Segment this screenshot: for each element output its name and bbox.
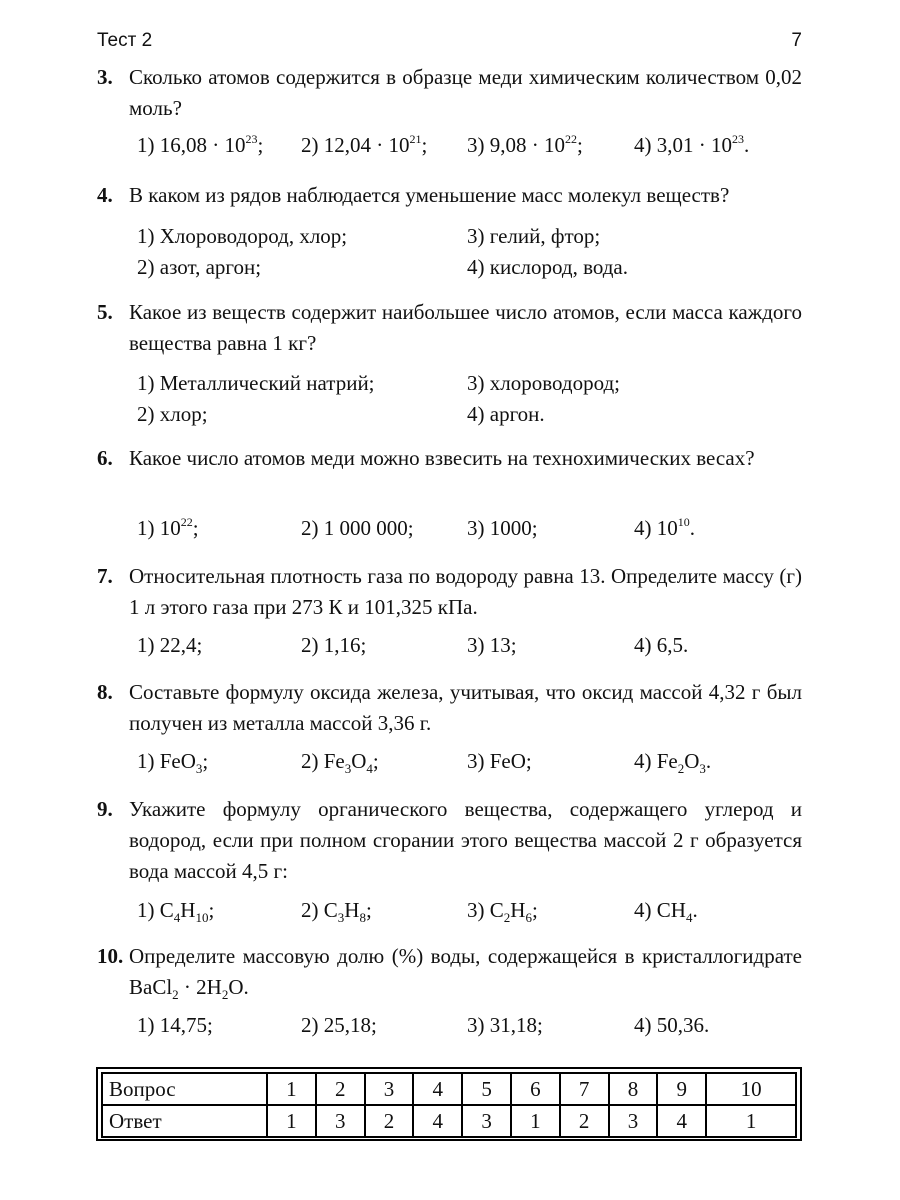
- answer-cell: 4: [657, 1105, 706, 1137]
- question-text: Какое число атомов меди можно взвесить на технохимических весах?: [129, 446, 755, 470]
- answer-option: 3) $C_2H_6$;: [467, 898, 538, 925]
- answer-cell: 2: [560, 1105, 609, 1137]
- answer-option: 2) хлор;: [137, 402, 208, 426]
- answer-option: 1) $16,08 \cdot 10^{23}$;: [137, 132, 264, 157]
- question-cell: 2: [316, 1073, 365, 1105]
- answer-option: 1) 14,75;: [137, 1013, 213, 1037]
- answer-option: 4) $3,01 \cdot 10^{23}$.: [634, 132, 750, 157]
- question-5: [97, 297, 802, 426]
- answer-option: 3) $9,08 \cdot 10^{22}$;: [467, 132, 583, 157]
- question-number: 5.: [97, 300, 113, 324]
- question-cell: 8: [609, 1073, 658, 1105]
- answer-option: 2) 1 000 000;: [301, 516, 414, 540]
- answer-option: 4) $10^{10}$.: [634, 515, 695, 540]
- question-10: [97, 941, 802, 1037]
- answer-option: 4) аргон.: [467, 402, 545, 426]
- answer-option: 3) хлороводород;: [467, 371, 620, 395]
- question-cell: 7: [560, 1073, 609, 1105]
- question-cell: 9: [657, 1073, 706, 1105]
- question-text: В каком из рядов наблюдается уменьшение масс молекул веществ?: [129, 183, 730, 207]
- question-text: Составьте формулу оксида железа, учитывая, что оксид массой 4,32 г был получен из металла массой 3,36 г.: [129, 680, 802, 735]
- answer-option: 3) FeO;: [467, 749, 532, 773]
- answer-cell: 2: [365, 1105, 414, 1137]
- question-number: 3.: [97, 65, 113, 89]
- answer-cell: 3: [609, 1105, 658, 1137]
- answer-option: 1) $10^{22}$;: [137, 515, 199, 540]
- question-4: [97, 180, 802, 279]
- question-number: 10.: [97, 944, 124, 968]
- question-7: [97, 561, 802, 657]
- question-number: 7.: [97, 564, 113, 588]
- answer-option: 4) 50,36.: [634, 1013, 710, 1037]
- answer-option: 3) 13;: [467, 633, 517, 657]
- question-cell: 10: [706, 1073, 796, 1105]
- question-text: Определите массовую долю (%) воды, содержащейся в кристаллогидрате BaCl$_2$ · $2H_2O$.: [129, 944, 802, 1002]
- question-9: [97, 794, 802, 925]
- question-cell: 1: [267, 1073, 316, 1105]
- answer-option: 2) $Fe_3O_4$;: [301, 749, 379, 776]
- answer-option: 1) Металлический натрий;: [137, 371, 375, 395]
- answer-cell: 3: [316, 1105, 365, 1137]
- answer-cell: 1: [706, 1105, 796, 1137]
- question-number: 8.: [97, 680, 113, 704]
- answer-option: 4) кислород, вода.: [467, 255, 628, 279]
- answer-cell: 1: [511, 1105, 560, 1137]
- answer-option: 4) $CH_4$.: [634, 898, 698, 925]
- answer-table-question-label: Вопрос: [102, 1073, 267, 1105]
- page-number: 7: [791, 30, 802, 51]
- answer-option: 2) азот, аргон;: [137, 255, 262, 279]
- question-cell: 5: [462, 1073, 511, 1105]
- question-cell: 3: [365, 1073, 414, 1105]
- answer-table-row-answers: [102, 1105, 796, 1137]
- answer-option: 1) Хлороводород, хлор;: [137, 224, 348, 248]
- question-number: 4.: [97, 183, 113, 207]
- question-text: Сколько атомов содержится в образце меди химическим количеством 0,02 моль?: [129, 65, 802, 120]
- answer-option: 1) 22,4;: [137, 633, 203, 657]
- answer-option: 2) 1,16;: [301, 633, 367, 657]
- test-label: Тест 2: [97, 30, 153, 51]
- question-text: Относительная плотность газа по водороду равна 13. Определите массу (г) 1 л этого газа при 273 К и 101,325 кПа.: [129, 564, 802, 619]
- question-text: Какое из веществ содержит наибольшее число атомов, если масса каждого вещества равна 1 кг?: [129, 300, 802, 355]
- question-text: Укажите формулу органического вещества, содержащего углерод и водород, если при полном сгорании этого вещества массой 2 г образуется вода массой 4,5 г:: [129, 797, 802, 883]
- answer-table-row-questions: [102, 1073, 796, 1105]
- answer-option: 3) 31,18;: [467, 1013, 543, 1037]
- question-3: [97, 62, 802, 157]
- answer-table: [96, 1067, 802, 1141]
- question-number: 9.: [97, 797, 113, 821]
- answer-cell: 1: [267, 1105, 316, 1137]
- answer-option: 4) $Fe_2O_3$.: [634, 749, 712, 776]
- question-6: [97, 443, 802, 540]
- question-number: 6.: [97, 446, 113, 470]
- answer-cell: 4: [413, 1105, 462, 1137]
- question-8: [97, 677, 802, 776]
- answer-option: 2) $C_3H_8$;: [301, 898, 372, 925]
- answer-cell: 3: [462, 1105, 511, 1137]
- answer-option: 1) FeO$_3$;: [137, 749, 209, 776]
- question-cell: 4: [413, 1073, 462, 1105]
- answer-option: 2) $12,04 \cdot 10^{21}$;: [301, 132, 428, 157]
- answer-option: 3) 1000;: [467, 516, 538, 540]
- answer-option: 4) 6,5.: [634, 633, 689, 657]
- answer-option: 2) 25,18;: [301, 1013, 377, 1037]
- answer-option: 1) $C_4H_{10}$;: [137, 898, 215, 925]
- answer-option: 3) гелий, фтор;: [467, 224, 601, 248]
- question-cell: 6: [511, 1073, 560, 1105]
- answer-table-answer-label: Ответ: [102, 1105, 267, 1137]
